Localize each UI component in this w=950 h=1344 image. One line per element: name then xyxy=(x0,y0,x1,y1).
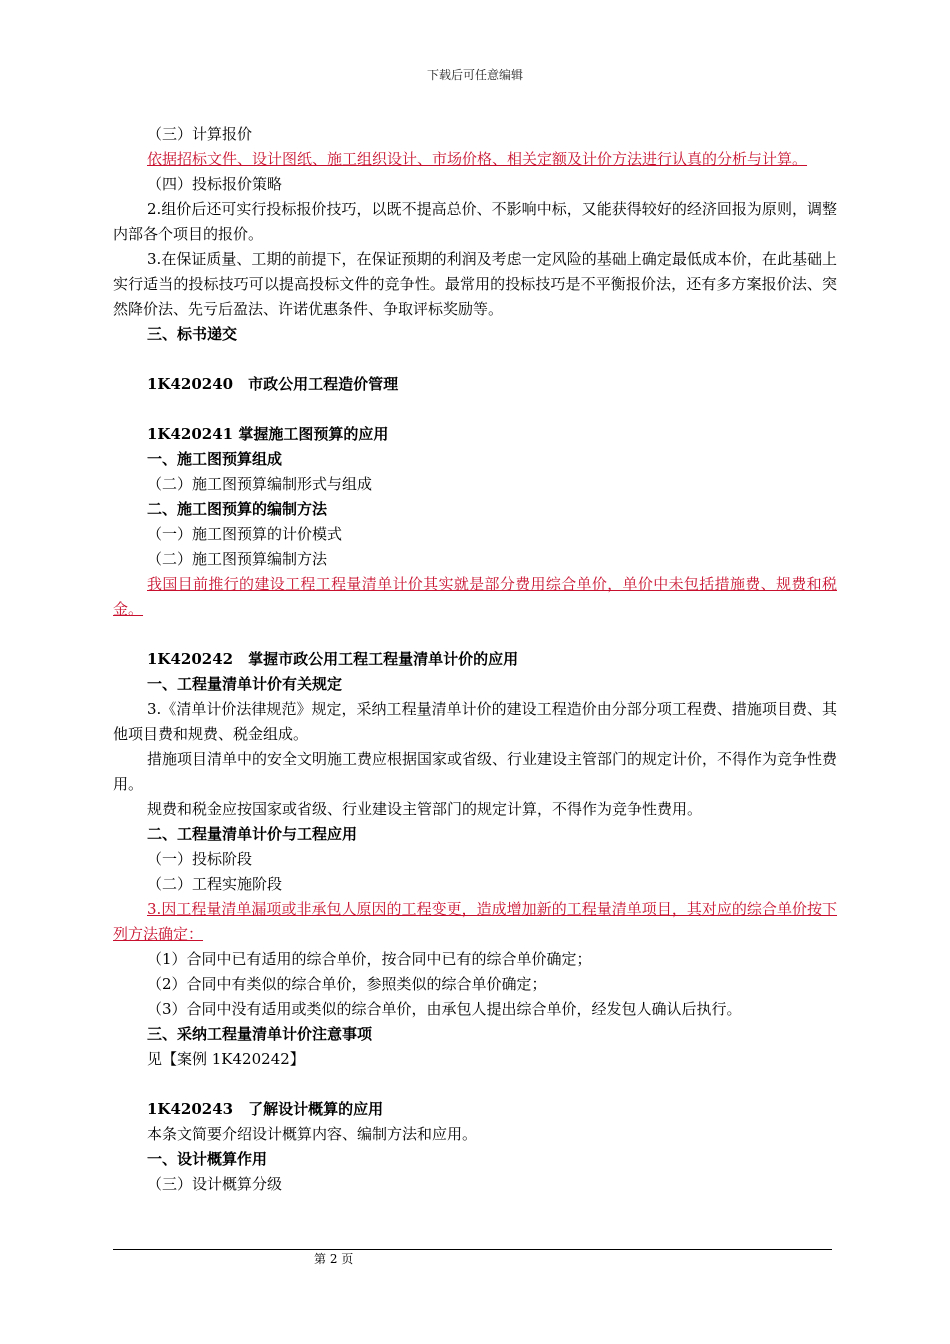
paragraph: 本条文简要介绍设计概算内容、编制方法和应用。 xyxy=(147,1125,478,1143)
subheading: （二）施工图预算编制方法 xyxy=(147,550,328,568)
subheading: （三）设计概算分级 xyxy=(147,1175,283,1193)
section-heading: 三、标书递交 xyxy=(147,325,238,343)
section-heading: 二、工程量清单计价与工程应用 xyxy=(147,825,358,843)
page-number: 第 2 页 xyxy=(314,1252,354,1266)
chapter-heading: 1K420241 掌握施工图预算的应用 xyxy=(147,425,389,443)
paragraph: 规费和税金应按国家或省级、行业建设主管部门的规定计算，不得作为竞争性费用。 xyxy=(147,800,703,818)
section-heading: 一、施工图预算组成 xyxy=(147,450,283,468)
list-item: （3）合同中没有适用或类似的综合单价，由承包人提出综合单价，经发包人确认后执行。 xyxy=(147,1000,742,1018)
paragraph: 措施项目清单中的安全文明施工费应根据国家或省级、行业建设主管部门的规定计价，不得作为竞争性费用。 xyxy=(113,750,838,793)
section-heading: 一、工程量清单计价有关规定 xyxy=(147,675,343,693)
paragraph: 3.在保证质量、工期的前提下，在保证预期的利润及考虑一定风险的基础上确定最低成本价，在此基础上实行适当的投标技巧可以提高投标文件的竞争性。最常用的投标技巧是不平衡报价法，还有多方案报价法、突然降价法、先亏后盈法、许诺优惠条件、争取评标奖励等。 xyxy=(113,250,837,318)
chapter-heading: 1K420242 掌握市政公用工程工程量清单计价的应用 xyxy=(147,650,519,668)
chapter-heading: 1K420240 市政公用工程造价管理 xyxy=(147,375,399,393)
page-header: 下载后可任意编辑 xyxy=(426,68,523,82)
list-item: （2）合同中有类似的综合单价，参照类似的综合单价确定； xyxy=(147,975,547,993)
footer-divider xyxy=(113,1249,832,1250)
subheading: （二）施工图预算编制形式与组成 xyxy=(147,475,373,493)
chapter-heading: 1K420243 了解设计概算的应用 xyxy=(147,1100,384,1118)
list-item: （1）合同中已有适用的综合单价，按合同中已有的综合单价确定； xyxy=(147,950,592,968)
subheading: （一）施工图预算的计价模式 xyxy=(147,525,343,543)
subheading: （二）工程实施阶段 xyxy=(147,875,283,893)
subheading: （四）投标报价策略 xyxy=(147,175,283,193)
highlight-paragraph: 3.因工程量清单漏项或非承包人原因的工程变更，造成增加新的工程量清单项目，其对应的综合单价按下列方法确定： xyxy=(113,900,837,943)
highlight-paragraph: 依据招标文件、设计图纸、施工组织设计、市场价格、相关定额及计价方法进行认真的分析与计算。 xyxy=(147,150,808,168)
section-heading: 三、采纳工程量清单计价注意事项 xyxy=(147,1025,373,1043)
subheading: （三）计算报价 xyxy=(147,125,253,143)
highlight-paragraph: 我国目前推行的建设工程工程量清单计价其实就是部分费用综合单价，单价中未包括措施费、规费和税金。 xyxy=(113,575,837,618)
section-heading: 二、施工图预算的编制方法 xyxy=(147,500,328,518)
document-body xyxy=(113,122,837,1197)
case-reference: 见【案例 1K420242】 xyxy=(147,1050,305,1068)
subheading: （一）投标阶段 xyxy=(147,850,253,868)
paragraph: 3.《清单计价法律规范》规定，采纳工程量清单计价的建设工程造价由分部分项工程费、措施项目费、其他项目费和规费、税金组成。 xyxy=(113,700,837,743)
paragraph: 2.组价后还可实行投标报价技巧，以既不提高总价、不影响中标，又能获得较好的经济回报为原则，调整内部各个项目的报价。 xyxy=(113,200,837,243)
section-heading: 一、设计概算作用 xyxy=(147,1150,268,1168)
